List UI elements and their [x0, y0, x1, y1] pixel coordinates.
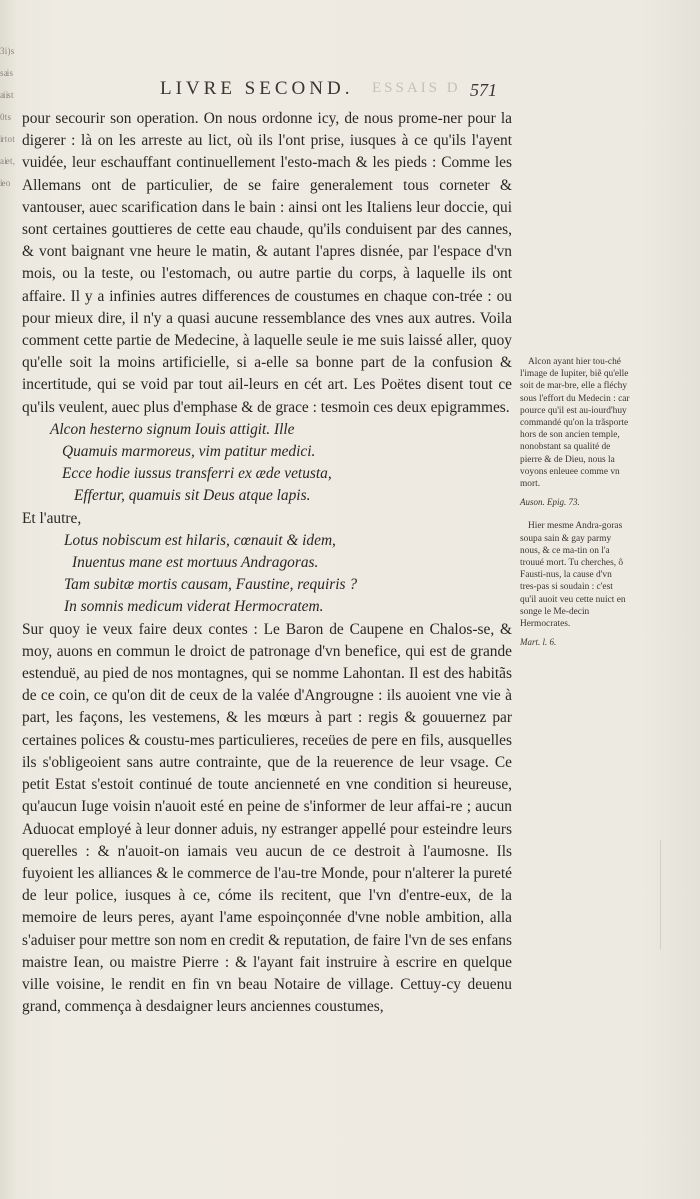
- verse-line: Inuentus mane est mortuus Andragoras.: [72, 554, 319, 572]
- page-number: 571: [470, 80, 497, 100]
- verse-line: In somnis medicum viderat Hermocratem.: [64, 598, 324, 616]
- paper-crease: [660, 840, 661, 950]
- margin-note-translation-2: Hier mesme Andra-goras soupa sain & gay parmy nous, & ce ma-tin on l'a trouué mort. Tu cherches, ô Fausti-nus, la cause d'vn tres-pas si soudain : c'est qu'il auoit veu cette nuict en songe le Me-decin Hermocrates.: [520, 521, 626, 630]
- margin-note-source-2: Mart. l. 6.: [520, 637, 557, 648]
- margin-note-source-1: Auson. Epig. 73.: [520, 497, 580, 508]
- running-head: LIVRE SECOND.: [160, 78, 354, 99]
- verse-line: Alcon hesterno signum Iouis attigit. Ille: [50, 420, 295, 438]
- epigram-1: [22, 419, 512, 508]
- verse-line: Effertur, quamuis sit Deus atque lapis.: [74, 487, 311, 505]
- verse-line: Ecce hodie iussus transferri ex æde vetusta,: [62, 465, 332, 483]
- connector-line: Et l'autre,: [22, 509, 82, 527]
- margin-note-translation-1: Alcon ayant hier tou-ché l'image de Iupiter, biẽ qu'elle soit de mar-bre, elle a fléchy sous l'effort du Medecin : car pource qu'il est au-iourd'huy commandé qu'on la trãsporte hors de son ancien temple, nonobstant sa qualité de pierre & de Dieu, nous la voyons enleuee comme vn mort.: [520, 357, 630, 490]
- margin-notes: [520, 356, 630, 660]
- page-header: [0, 78, 700, 102]
- show-through-text: ESSAIS D: [372, 80, 461, 96]
- paragraph-1: pour secourir son operation. On nous ordonne icy, de nous prome-ner pour la digerer : là on les arreste au lict, où ils l'ont prise, iusques à ce qu'ils l'ayent vuidée, leur eschauffant continuellement l'esto-mach & les pieds : Comme les Allemans ont de particulier, de se faire generalement tous corneter & vantouser, auec scarification dans le bain : ainsi ont les Italiens leur doccie, qui sont certaines gouttieres de cette eau chaude, qu'ils conduisent par des cannes, & vont baignant vne heure le matin, & autant l'apres disnée, par l'espace d'vn mois, ou la teste, ou l'estomach, ou autre partie du corps, à laquelle ils ont affaire. Il y a infinies autres differences de coustumes en chaque con-trée : ou pour mieux dire, il n'y a quasi aucune ressemblance des vnes aux autres. Voila comment cette partie de Medecine, à laquelle seule ie me suis laissé aller, quoy qu'elle soit la moins artificielle, si a-elle sa bonne part de la confusion & incertitude, qui se void par tout ail-leurs en cét art. Les Poëtes disent tout ce qu'ils veulent, auec plus d'emphase & de grace : tesmoin ces deux epigrammes.: [22, 110, 512, 416]
- verse-line: Quamuis marmoreus, vim patitur medici.: [62, 443, 316, 461]
- verse-line: Lotus nobiscum est hilaris, cœnauit & idem,: [64, 531, 336, 549]
- paragraph-2: Sur quoy ie veux faire deux contes : Le Baron de Caupene en Chalos-se, & moy, auons en commun le droict de patronage d'vn benefice, qui est de grande estenduë, au pied de nos montagnes, qui se nomme Lahontan. Il est des habitãs de ce coin, ce qu'on dit de ceux de la valée d'Angrougne : ils auoient vne vie à part, les façons, les vestemens, & les mœurs à part : regis & gouuernez par certaines polices & coustu-mes particulieres, receües de pere en fils, ausquelles ils s'obligeoient sans autre contrainte, que de la reuerence de leur vsage. Ce petit Estat s'estoit continué de toute ancienneté en vne condition si heureuse, qu'aucun Iuge voisin n'auoit esté en peine de s'informer de leur affai-re ; aucun Aduocat employé à leur donner aduis, ny estranger appellé pour esteindre leurs querelles : & n'auoit-on iamais veu aucun de ce destroit à l'aumosne. Ils fuyoient les alliances & le commerce de l'au-tre Monde, pour n'alterer la pureté de leur police, iusques à ce, cóme ils recitent, que l'vn d'entre-eux, de la memoire de leurs peres, ayant l'ame espoinçonnée d'vne noble ambition, alla s'aduiser pour mettre son nom en credit & reputation, de faire l'vn de ses enfans maistre Iean, ou maistre Pierre : & l'ayant fait instruire à escrire en quelque ville voisine, le rendit en fin vn beau Notaire de village. Cettuy-cy deuenu grand, commença à desdaigner leurs anciennes coustumes,: [22, 620, 512, 1016]
- gutter-bleed-marks: 3 i ) s s ai s ai is t 0 t s ir t o t a ie t , ie o: [0, 46, 14, 188]
- epigram-2: [22, 530, 512, 619]
- verse-line: Tam subitæ mortis causam, Faustine, requiris ?: [64, 576, 358, 594]
- main-text-column: [22, 108, 512, 1018]
